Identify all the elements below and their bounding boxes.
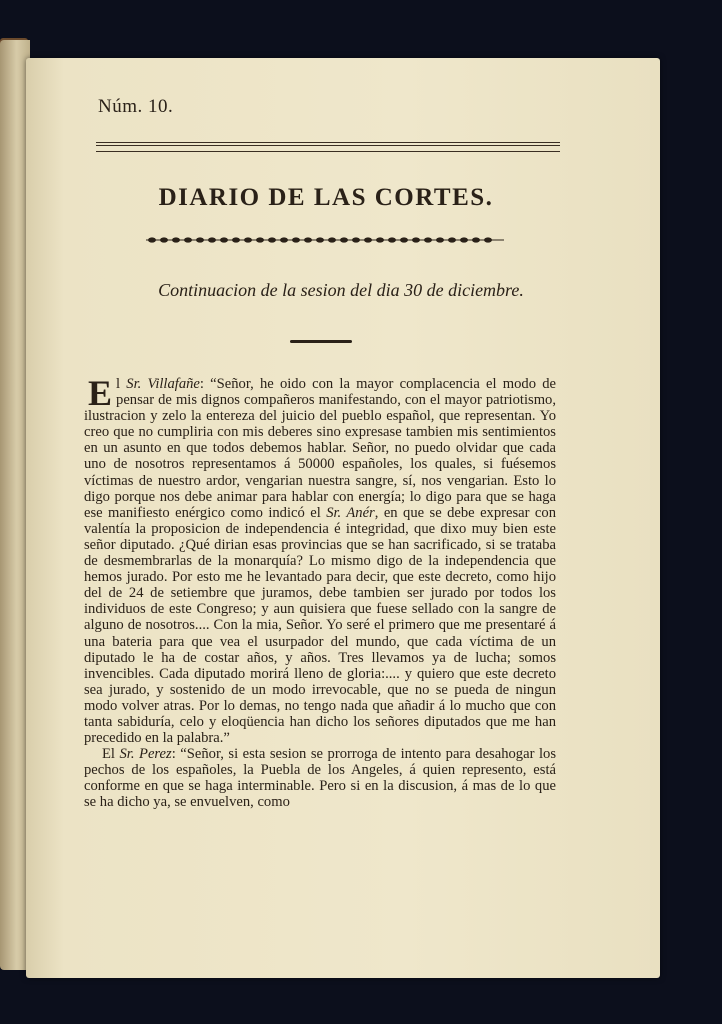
ornament-bead bbox=[400, 237, 408, 242]
ornament-bead bbox=[256, 237, 264, 242]
ornament-bead bbox=[232, 237, 240, 242]
header-double-rule bbox=[96, 142, 560, 146]
paragraph-intro: l bbox=[116, 376, 127, 392]
ornament-bead bbox=[316, 237, 324, 242]
ornament-bead bbox=[436, 237, 444, 242]
speaker-name: Sr. Perez bbox=[119, 746, 172, 763]
speaker-reference: Sr. Anér bbox=[326, 504, 375, 521]
ornament-bead bbox=[208, 237, 216, 242]
ornament-bead bbox=[304, 237, 312, 242]
ornamental-divider bbox=[144, 234, 506, 246]
body-text bbox=[84, 373, 557, 811]
ornament-bead bbox=[184, 237, 192, 242]
ornament-bead bbox=[484, 237, 492, 242]
ornament-bead bbox=[328, 237, 336, 242]
page-number: Núm. 10. bbox=[98, 96, 174, 117]
speech-text: : “Señor, he oido con la mayor complacencia el modo de pensar de mis dignos compañeros manifestando, con el mayor patriotismo, ilustracion y zelo la entereza del juicio del pueblo español, que representan. Yo creo que no cumpliria con mis deberes sino expresase tambien mis sentimientos en un asunto en que todos debemos hablar. Señor, no puedo olvidar que cada uno de nosotros representamos á 50000 españoles, los quales, si fuésemos víctimas de nuestro ardor, vengarian nuestra sangre, sí, nos vengarian. Esto lo digo porque nos debe animar para hablar con energía; lo digo para que se haga ese manifiesto enérgico como indicó el bbox=[84, 376, 557, 521]
ornament-bead bbox=[388, 237, 396, 242]
speech-text: : “Señor, si esta sesion se prorroga de intento para desahogar los pechos de los españoles, la Puebla de los Angeles, á quien represento, está conforme en que se haga interminable. Pero si en la discusion, á mas de lo que se ha dicho ya, se envuelven, como bbox=[84, 746, 556, 811]
paragraph-perez bbox=[84, 746, 556, 810]
section-divider bbox=[290, 340, 352, 343]
journal-title: DIARIO DE LAS CORTES. bbox=[158, 184, 494, 211]
ornament-bead bbox=[148, 237, 156, 242]
ornament-bead bbox=[340, 237, 348, 242]
document-page bbox=[26, 58, 660, 978]
header-thin-rule bbox=[96, 151, 560, 152]
speaker-name: Sr. Villafañe bbox=[126, 376, 200, 392]
ornament-bead bbox=[424, 237, 432, 242]
ornament-bead bbox=[412, 237, 420, 242]
speech-text-continued: , en que se debe expresar con valentía la proposicion de independencia é integridad, que dixo muy bien este señor diputado. ¿Qué dirian esas provincias que se han sacrificado, si se trataba de desmembrarlas de la monarquía? Lo mismo digo de la independencia que hemos jurado. Por esto me he levantado para decir, que este decreto, como hijo del de 24 de setiembre que juramos, debe tambien ser jurado por todos los individuos de este Congreso; y aun quisiera que fuese sellado con la sangre de alguno de nosotros.... Con la mia, Señor. Yo seré el primero que me presentaré á una bateria para que vea el usurpador del mundo, que cada víctima de un diputado le ha de costar años, y años. Tres llevamos ya de lucha; somos invencibles. Cada diputado morirá lleno de gloria:.... y quiero que este decreto sea jurado, y sostenido de un modo irrevocable, que no se pueda de ningun modo volver atras. Por lo demas, no tengo nada que añadir á lo mucho que con tanta sabiduría, celo y eloqüencia han dicho los señores diputados que me han precedido en la palabra.” bbox=[84, 504, 556, 747]
paragraph-intro: El bbox=[102, 746, 120, 763]
ornament-bead bbox=[280, 237, 288, 242]
ornament-bead bbox=[460, 237, 468, 242]
ornament-bead bbox=[244, 237, 252, 242]
ornament-bead bbox=[268, 237, 276, 242]
ornament-bead bbox=[448, 237, 456, 242]
ornament-bead bbox=[160, 237, 168, 242]
ornament-bead bbox=[376, 237, 384, 242]
ornament-bead bbox=[364, 237, 372, 242]
ornament-bead bbox=[472, 237, 480, 242]
paragraph-villafane bbox=[84, 373, 557, 747]
ornament-bead bbox=[196, 237, 204, 242]
ornament-bead bbox=[352, 237, 360, 242]
ornament-bead bbox=[220, 237, 228, 242]
ornament-bead bbox=[172, 237, 180, 242]
drop-cap: E bbox=[88, 373, 113, 413]
ornament-bead bbox=[292, 237, 300, 242]
session-subtitle: Continuacion de la sesion del dia 30 de diciembre. bbox=[158, 280, 524, 300]
